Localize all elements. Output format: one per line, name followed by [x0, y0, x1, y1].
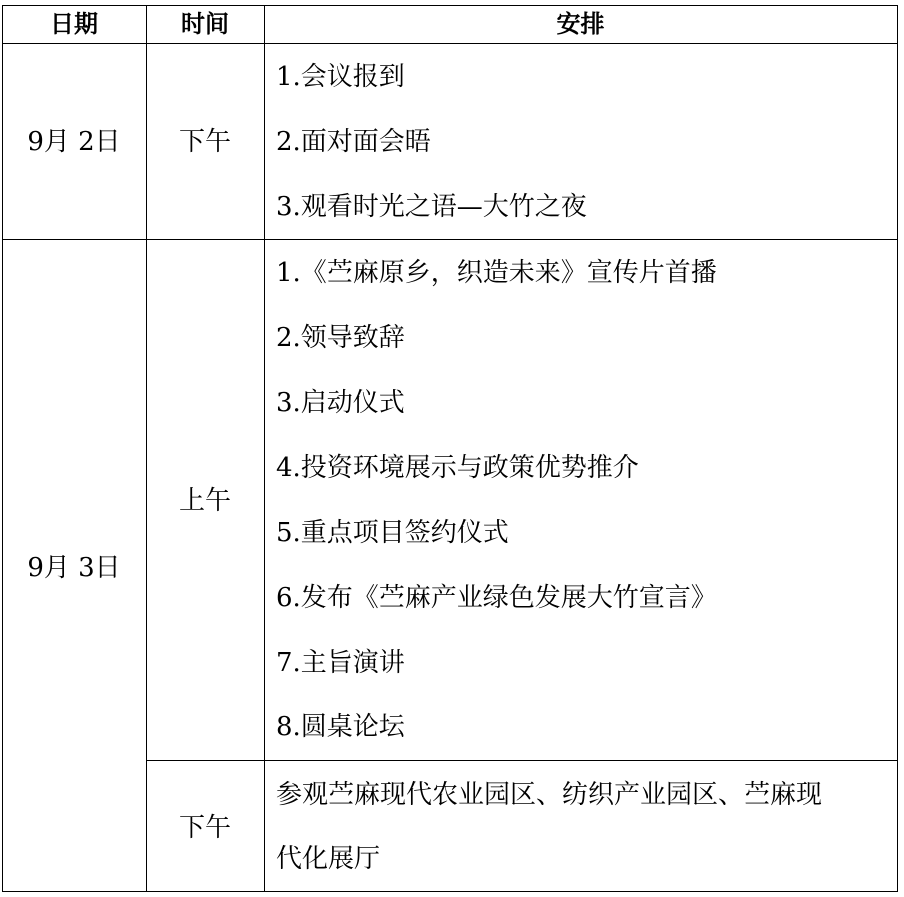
table-border-top [2, 5, 898, 6]
header-arrangement: 安排 [556, 10, 605, 38]
session-time-cell: 下午 [178, 813, 231, 843]
session-time-cell: 下午 [178, 127, 231, 157]
header-time: 时间 [181, 10, 229, 38]
header-date: 日期 [50, 10, 98, 38]
agenda-item: 代化展厅 [276, 844, 381, 874]
session-divider [146, 760, 898, 761]
agenda-item: 1.《苎麻原乡，织造未来》宣传片首播 [276, 258, 717, 288]
agenda-item: 2.领导致辞 [276, 323, 405, 353]
session-time-cell: 上午 [178, 486, 231, 516]
agenda-item: 1.会议报到 [276, 62, 405, 92]
day-date-cell: 9月 2日 [27, 127, 121, 157]
day-divider [2, 239, 898, 240]
agenda-item: 8.圆桌论坛 [276, 712, 405, 742]
agenda-item: 2.面对面会晤 [276, 127, 431, 157]
agenda-item: 参观苎麻现代农业园区、纺织产业园区、苎麻现 [276, 780, 823, 810]
table-border-bottom [2, 891, 898, 892]
agenda-item: 7.主旨演讲 [276, 648, 405, 678]
agenda-item: 3.启动仪式 [276, 388, 405, 418]
agenda-item: 6.发布《苎麻产业绿色发展大竹宣言》 [276, 583, 717, 613]
column-divider-time [264, 5, 265, 892]
table-border-right [897, 5, 898, 892]
agenda-item: 3.观看时光之语—大竹之夜 [276, 192, 587, 222]
agenda-item: 5.重点项目签约仪式 [276, 518, 509, 548]
header-divider [2, 43, 898, 44]
day-date-cell: 9月 3日 [27, 553, 121, 583]
agenda-item: 4.投资环境展示与政策优势推介 [276, 453, 639, 483]
